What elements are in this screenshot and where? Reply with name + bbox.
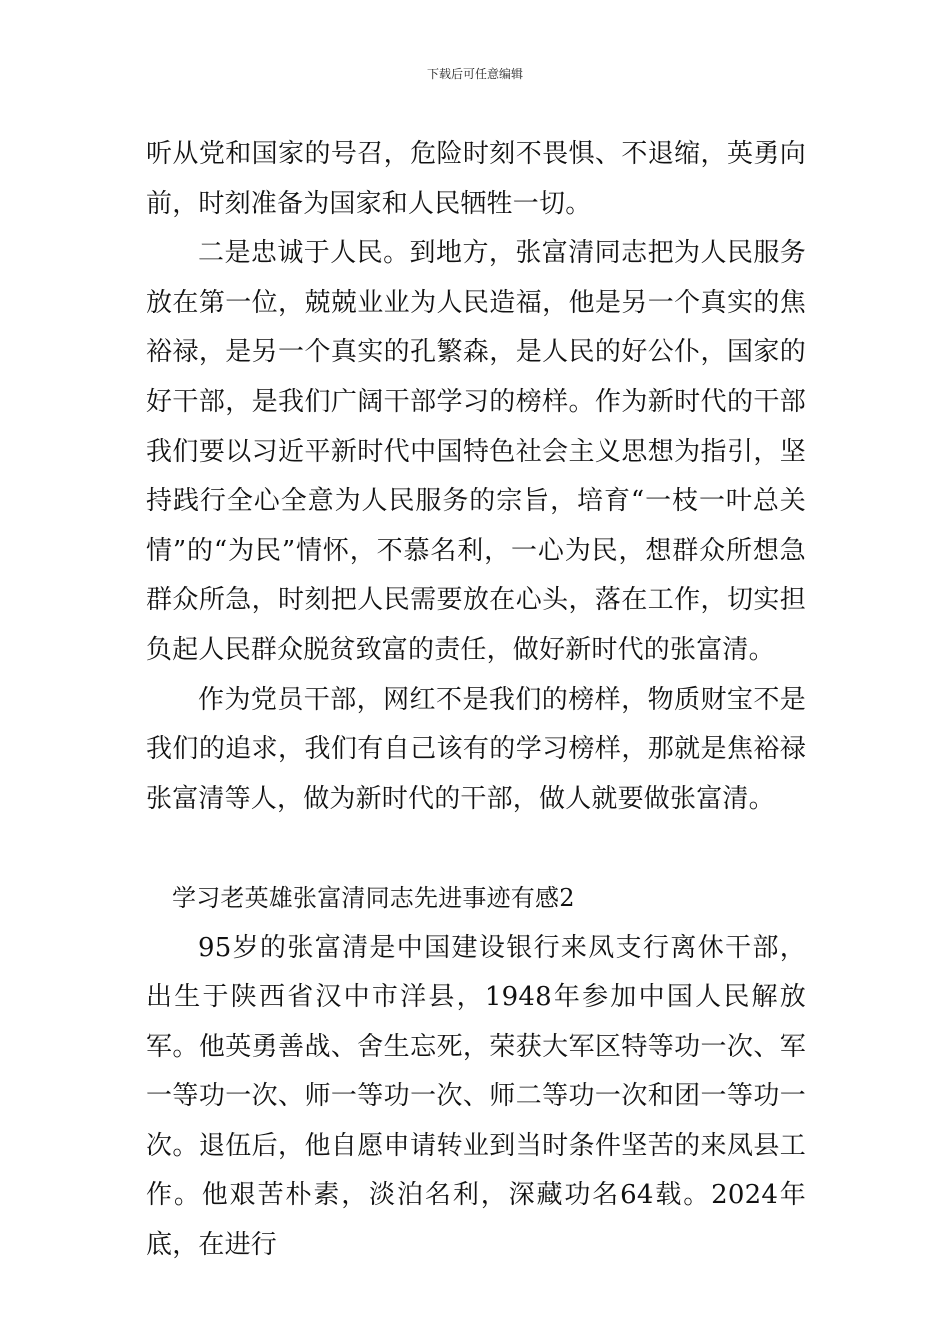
paragraph-party-member-role-model: 作为党员干部，网红不是我们的榜样，物质财宝不是我们的追求，我们有自己该有的学习榜样，那就是焦裕禄张富清等人，做为新时代的干部，做人就要做张富清。 xyxy=(146,684,806,814)
paragraph-loyal-to-people: 二是忠诚于人民。到地方，张富清同志把为人民服务放在第一位，兢兢业业为人民造福，他是另一个真实的焦裕禄，是另一个真实的孔繁森，是人民的好公仆，国家的好干部，是我们广阔干部学习的榜样。作为新时代的干部我们要以习近平新时代中国特色社会主义思想为指引，坚持践行全心全意为人民服务的宗旨，培育“一枝一叶总关情”的“为民”情怀，不慕名利，一心为民，想群众所想急群众所急，时刻把人民需要放在心头，落在工作，切实担负起人民群众脱贫致富的责任，做好新时代的张富清。 xyxy=(146,238,806,665)
page-header: 下载后可任意编辑 xyxy=(426,67,523,81)
paragraph-continuation: 听从党和国家的号召，危险时刻不畏惧、不退缩，英勇向前，时刻准备为国家和人民牺牲一切。 xyxy=(146,139,806,219)
section-spacer xyxy=(146,824,806,874)
paragraph-zhang-fuqing-bio: 95岁的张富清是中国建设银行来凤支行离休干部，出生于陕西省汉中市洋县，1948年参加中国人民解放军。他英勇善战、舍生忘死，荣获大军区特等功一次、军一等功一次、师一等功一次、师二等功一次和团一等功一次。退伍后，他自愿申请转业到当时条件坚苦的来凤县工作。他艰苦朴素，淡泊名利，深藏功名64载。2024年底，在进行 xyxy=(146,932,806,1261)
section-title: 学习老英雄张富清同志先进事迹有感2 xyxy=(172,883,575,912)
document-body xyxy=(146,130,806,1271)
